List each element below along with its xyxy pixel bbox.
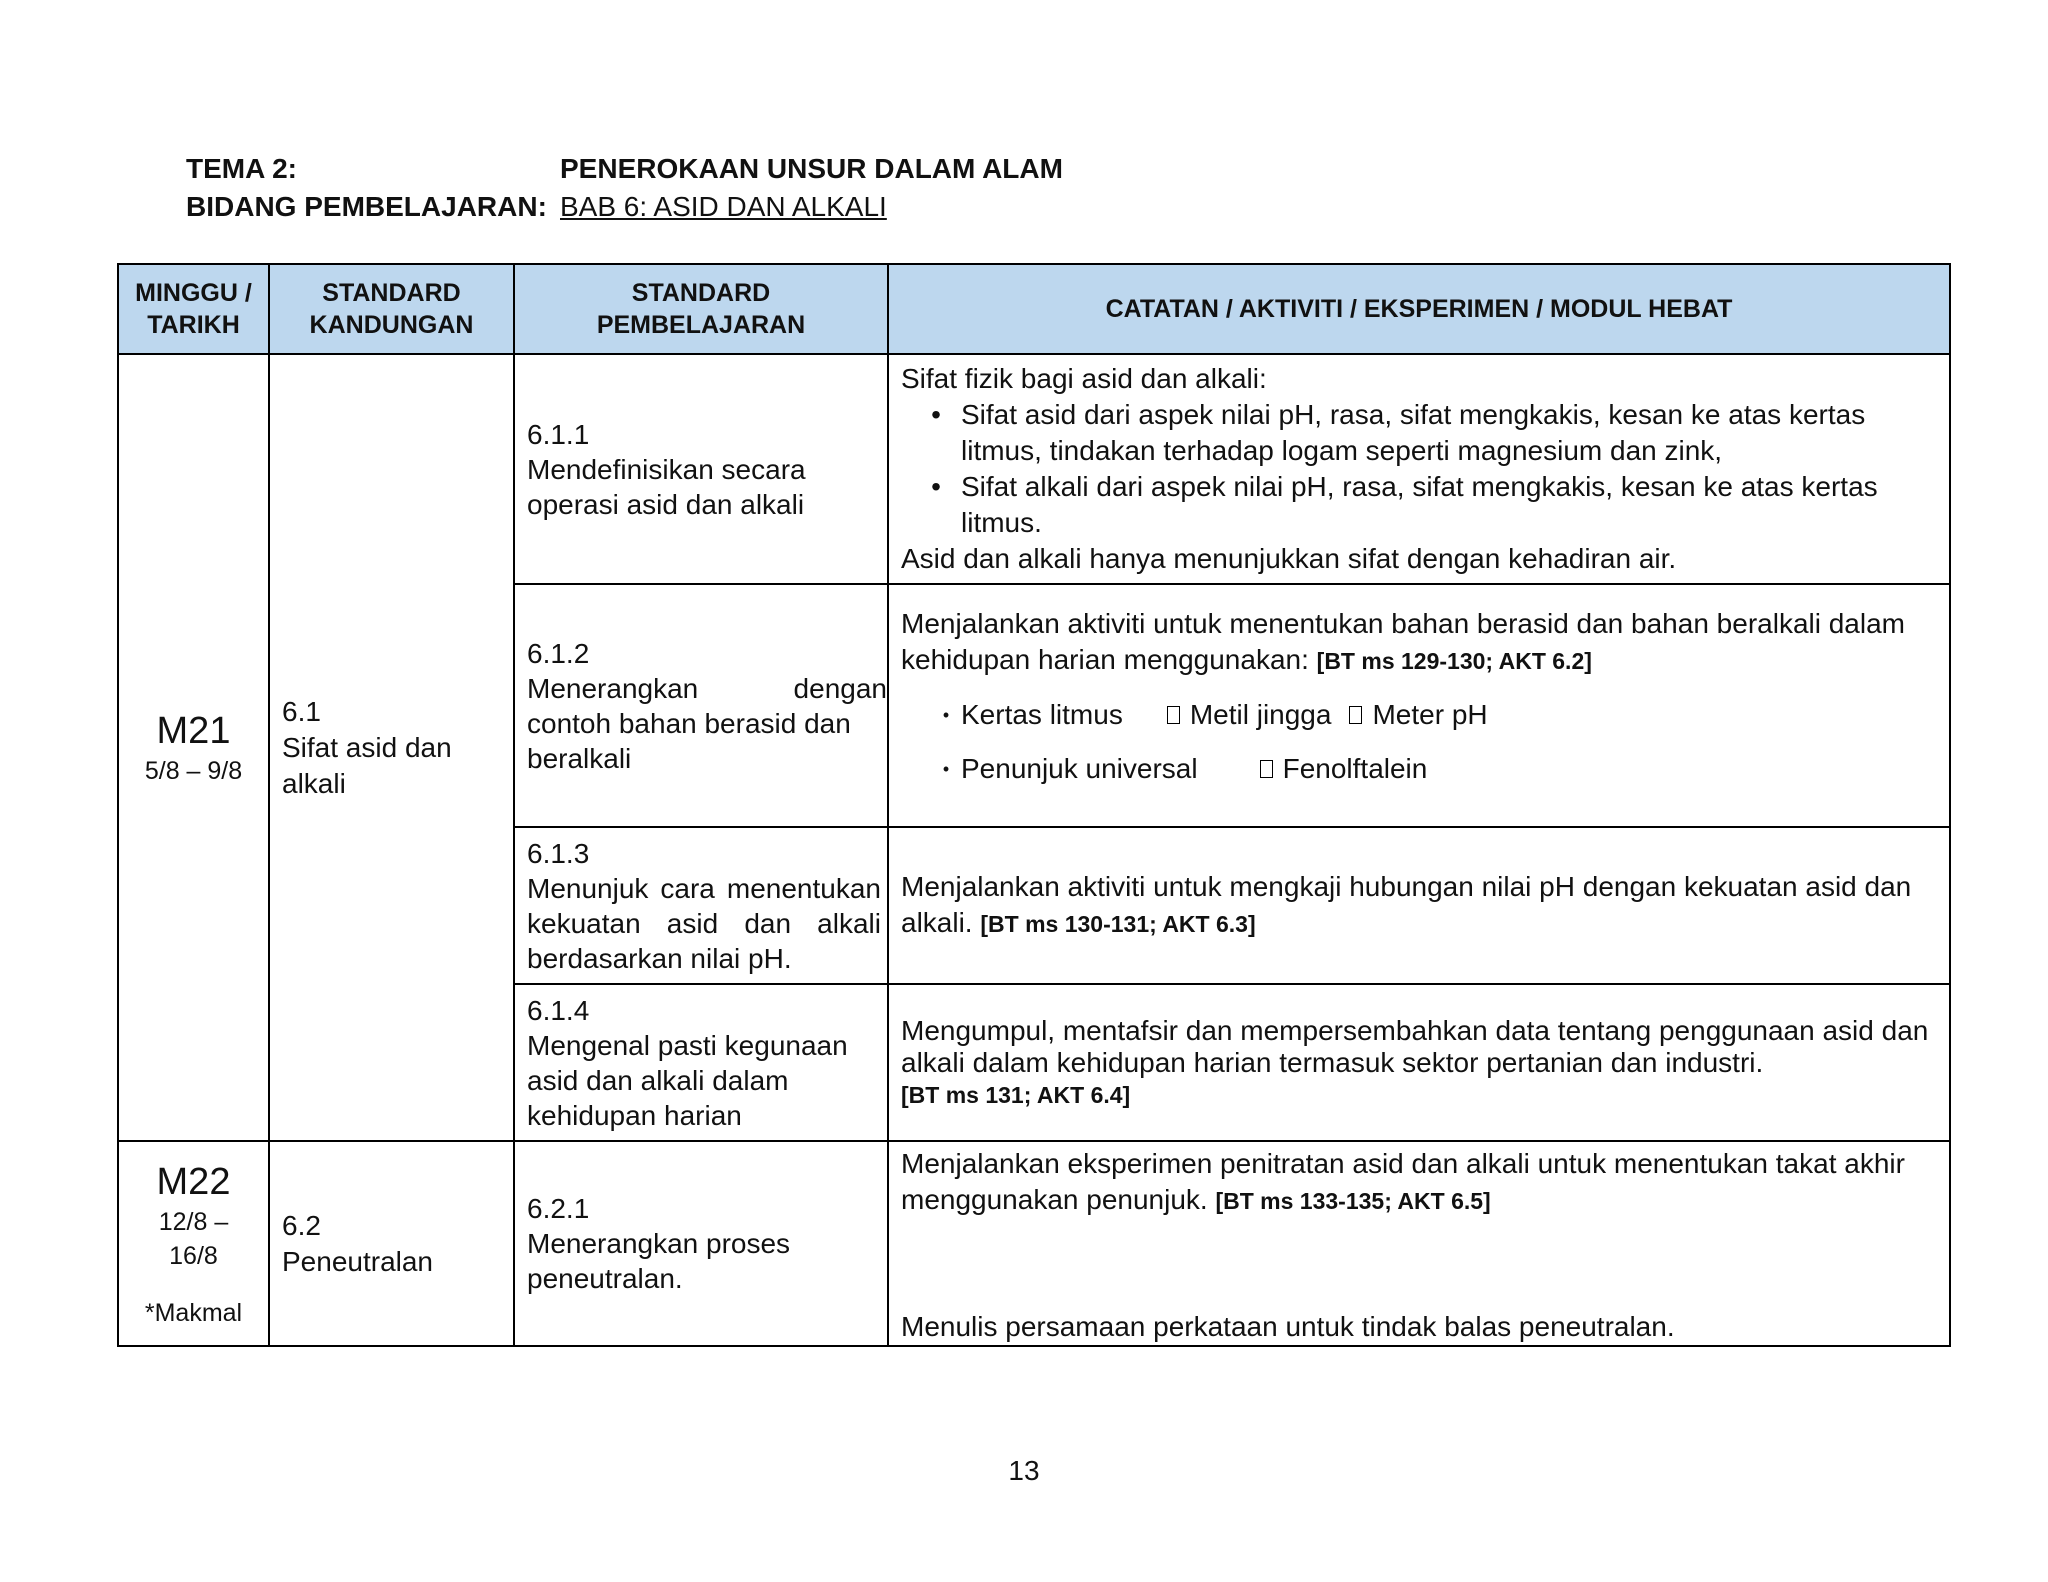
- indicator-item: Fenolftalein: [1282, 753, 1428, 784]
- standard-kandungan-cell: [269, 354, 514, 1141]
- indicator-item: Meter pH: [1372, 699, 1488, 730]
- standard-pembelajaran-cell: [514, 984, 888, 1141]
- table-row: [118, 354, 1950, 584]
- indicator-item: Penunjuk universal: [961, 753, 1198, 784]
- header-minggu-tarikh: MINGGU / TARIKH: [118, 264, 269, 354]
- standard-kandungan-cell: [269, 1141, 514, 1346]
- header-standard-pembelajaran: STANDARD PEMBELAJARAN: [514, 264, 888, 354]
- document-header: [186, 150, 1063, 226]
- indicator-row: [931, 697, 1937, 733]
- notes-activity: Menjalankan aktiviti untuk menentukan bahan berasid dan bahan beralkali dalam kehidupan harian menggunakan: [BT ms 129-130; AKT 6.2]: [901, 608, 1905, 675]
- sp-text: contoh bahan berasid dan beralkali: [527, 707, 851, 774]
- list-item: • Sifat asid dari aspek nilai pH, rasa, sifat mengkakis, kesan ke atas kertas litmus, tindakan terhadap logam seperti magnesium dan zink,: [911, 397, 1937, 469]
- standard-pembelajaran-cell: [514, 1141, 888, 1346]
- notes-activity-2: Menulis persamaan perkataan untuk tindak balas peneutralan.: [901, 1311, 1675, 1342]
- standard-pembelajaran-cell: [514, 827, 888, 984]
- notes-activity: Mengumpul, mentafsir dan mempersembahkan data tentang penggunaan asid dan alkali dalam kehidupan harian termasuk sektor pertanian dan industri.: [901, 1014, 1929, 1078]
- notes-cell: [888, 1141, 1950, 1346]
- list-item: • Sifat alkali dari aspek nilai pH, rasa, sifat mengkakis, kesan ke atas kertas litmus.: [911, 469, 1937, 541]
- notes-cell: [888, 984, 1950, 1141]
- bidang-label: BIDANG PEMBELAJARAN:: [186, 191, 547, 222]
- indicator-item: Kertas litmus: [961, 699, 1123, 730]
- week-cell-m22: [118, 1141, 269, 1346]
- notes-cell: [888, 584, 1950, 827]
- sp-text: Menunjuk cara menentukan kekuatan asid dan alkali berdasarkan nilai pH.: [527, 872, 881, 974]
- sp-code: 6.2.1: [527, 1193, 590, 1224]
- checkbox-icon: [1167, 706, 1180, 724]
- header-catatan: CATATAN / AKTIVITI / EKSPERIMEN / MODUL HEBAT: [888, 264, 1950, 354]
- notes-activity: Menjalankan aktiviti untuk mengkaji hubungan nilai pH dengan kekuatan asid dan alkali.: [901, 871, 1912, 938]
- week-cell-m21: [118, 354, 269, 1141]
- notes-intro: Sifat fizik bagi asid dan alkali:: [901, 363, 1267, 394]
- bidang-value: BAB 6: ASID DAN ALKALI: [560, 191, 887, 222]
- sk-code: 6.2: [282, 1209, 321, 1241]
- reference-tag: [BT ms 129-130; AKT 6.2]: [1316, 648, 1592, 674]
- lesson-plan-table: [117, 263, 1951, 1347]
- checkbox-icon: [1260, 760, 1273, 778]
- notes-cell: [888, 827, 1950, 984]
- sk-text: Peneutralan: [282, 1245, 434, 1277]
- header-standard-kandungan: STANDARD KANDUNGAN: [269, 264, 514, 354]
- week-dates: 12/8 – 16/8: [158, 1208, 229, 1270]
- bullet-icon: •: [931, 471, 941, 502]
- week-note: *Makmal: [144, 1299, 243, 1327]
- bullet-icon: •: [942, 705, 950, 725]
- sp-code: 6.1.4: [527, 994, 590, 1026]
- tema-label: TEMA 2:: [186, 153, 297, 184]
- sp-code: 6.1.1: [527, 418, 590, 450]
- tema-value: PENEROKAAN UNSUR DALAM ALAM: [560, 153, 1063, 184]
- sp-text: Mendefinisikan secara operasi asid dan alkali: [527, 453, 806, 520]
- bullet-icon: •: [931, 399, 941, 430]
- sk-code: 6.1: [282, 695, 321, 727]
- reference-tag: [BT ms 133-135; AKT 6.5]: [1215, 1188, 1491, 1214]
- notes-activity: Menjalankan eksperimen penitratan asid dan alkali untuk menentukan takat akhir menggunakan penunjuk. [BT ms 133-135; AKT 6.5]: [901, 1148, 1905, 1215]
- reference-tag: [BT ms 131; AKT 6.4]: [901, 1081, 1131, 1108]
- checkbox-icon: [1349, 706, 1362, 724]
- table-row: [118, 1141, 1950, 1346]
- week-dates: 5/8 – 9/8: [144, 756, 243, 785]
- bullet-icon: •: [942, 759, 950, 779]
- sp-text: Mengenal pasti kegunaan asid dan alkali dalam kehidupan harian: [527, 1029, 848, 1131]
- sp-text: Menerangkan proses peneutralan.: [527, 1228, 791, 1294]
- sp-code: 6.1.3: [527, 837, 590, 869]
- indicator-item: Metil jingga: [1189, 699, 1332, 730]
- reference-tag: [BT ms 130-131; AKT 6.3]: [980, 911, 1256, 937]
- standard-pembelajaran-cell: [514, 584, 888, 827]
- table-header-row: [118, 264, 1950, 354]
- week-label: M21: [156, 709, 231, 752]
- sp-code: 6.1.2: [527, 637, 590, 669]
- week-label: M22: [156, 1161, 231, 1203]
- sk-text: Sifat asid dan alkali: [282, 731, 452, 799]
- page-number: 13: [1008, 1455, 1040, 1486]
- notes-cell: [888, 354, 1950, 584]
- indicator-row: [931, 751, 1937, 787]
- standard-pembelajaran-cell: [514, 354, 888, 584]
- notes-outro: Asid dan alkali hanya menunjukkan sifat dengan kehadiran air.: [901, 543, 1677, 574]
- sp-text-first-line: Menerangkan dengan: [527, 672, 887, 704]
